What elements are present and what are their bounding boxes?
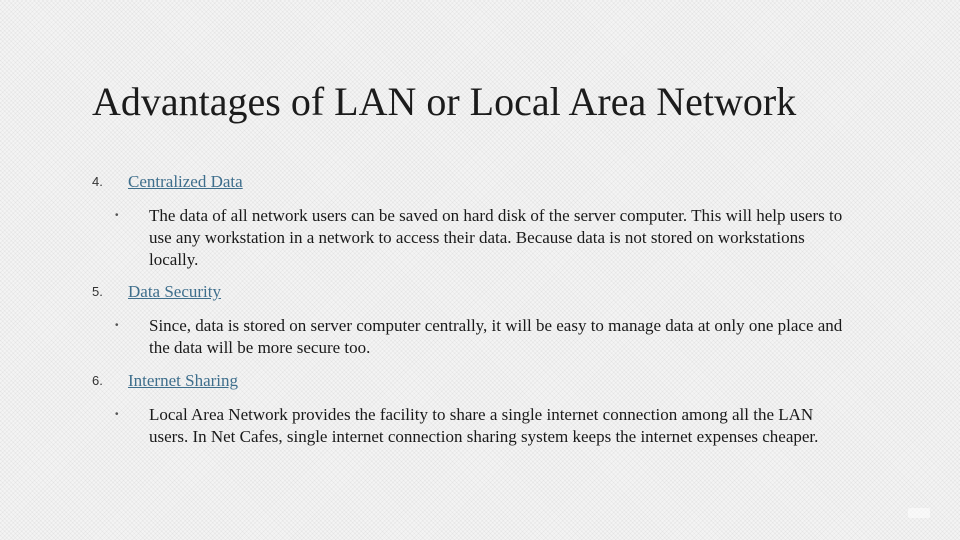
- item-number: 4.: [92, 174, 103, 189]
- internet-sharing-link[interactable]: Internet Sharing: [128, 371, 238, 390]
- data-security-link[interactable]: Data Security: [128, 282, 221, 301]
- bullet-text: Since, data is stored on server computer centrally, it will be easy to manage data at only one place and the data will be more secure too.: [149, 316, 843, 357]
- bullet-icon: •: [115, 320, 119, 331]
- item-number: 6.: [92, 373, 103, 388]
- slide-title: Advantages of LAN or Local Area Network: [92, 79, 797, 124]
- bullet-text: The data of all network users can be saved on hard disk of the server computer. This will help users to use any workstation in a network to access their data. Because data is not stored on workstations locally.: [149, 206, 843, 269]
- bullet-item: [115, 315, 850, 359]
- bullet-icon: •: [115, 409, 119, 420]
- bullet-item: [115, 205, 850, 271]
- bullet-text: Local Area Network provides the facility to share a single internet connection among all the LAN users. In Net Cafes, single internet connection sharing system keeps the internet expenses cheaper.: [149, 405, 819, 446]
- bullet-icon: •: [115, 210, 119, 221]
- centralized-data-link[interactable]: Centralized Data: [128, 172, 243, 191]
- item-number: 5.: [92, 284, 103, 299]
- bullet-item: [115, 404, 850, 448]
- slide-corner-mark: [908, 508, 930, 518]
